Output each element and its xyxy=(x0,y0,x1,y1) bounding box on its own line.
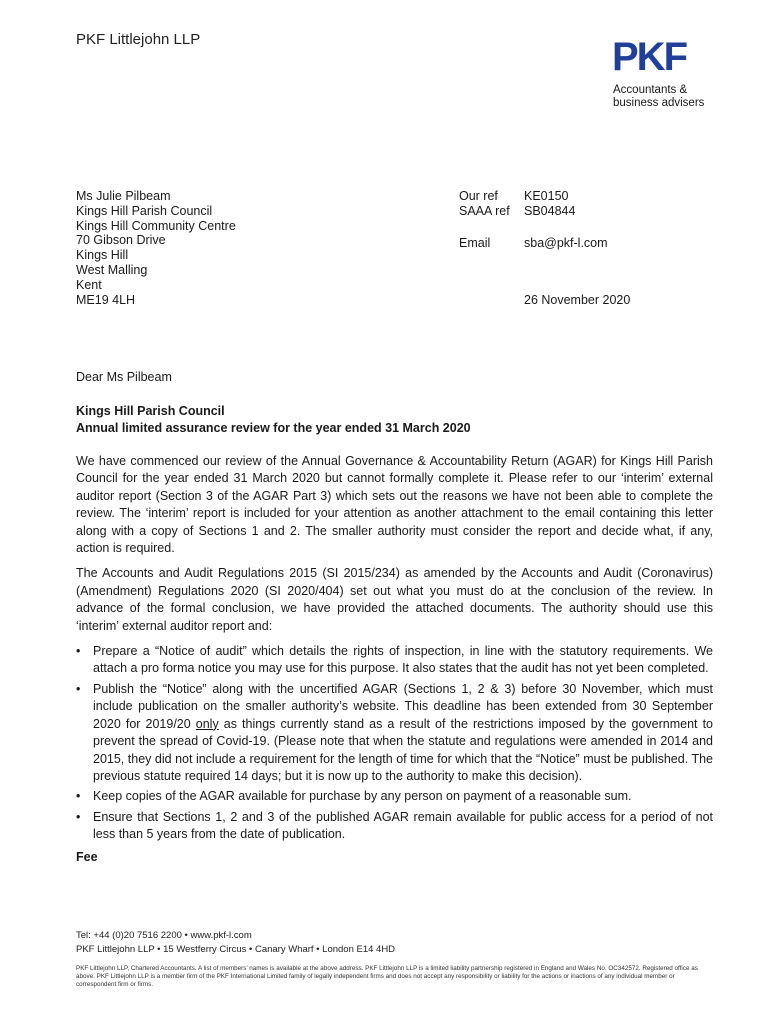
footer-contact xyxy=(76,929,395,957)
address-line: West Malling xyxy=(76,262,148,277)
salutation: Dear Ms Pilbeam xyxy=(76,370,172,384)
saaa-ref-label: SAAA ref xyxy=(459,204,510,218)
bullet-icon: • xyxy=(76,644,81,659)
pkf-logo xyxy=(612,36,696,76)
saaa-ref-value: SB04844 xyxy=(524,204,576,218)
body-paragraph-2: The Accounts and Audit Regulations 2015 (SI 2015/234) as amended by the Accounts and Audit (Coronavirus) (Amendment) Regulations 2020 (SI 2020/404) set out what you must do at the conclusion of the review. In advance of the formal conclusion, we have provided the attached documents. The authority should use this ‘interim’ external auditor report and: xyxy=(76,566,713,633)
address-line: Ms Julie Pilbeam xyxy=(76,189,171,203)
our-ref-label: Our ref xyxy=(459,189,498,203)
list-item-text: as things currently stand as a result of the restrictions imposed by the government to prevent the spread of Covid-19. (Please note that when the statute and regulations were amended in 2014 and 2015, they did not include a requirement for the length of time for which that the “Notice” must be published. The previous statute required 14 days; but it is now up to the authority to make this decision). xyxy=(93,716,713,783)
list-item xyxy=(76,643,713,678)
list-item xyxy=(76,681,713,785)
subject-heading xyxy=(76,403,471,437)
bullet-icon: • xyxy=(76,789,81,804)
email-value[interactable]: sba@pkf-l.com xyxy=(524,236,608,250)
bullet-icon: • xyxy=(76,681,81,696)
letter-date: 26 November 2020 xyxy=(524,293,631,307)
tagline-line-1: Accountants & xyxy=(613,84,688,96)
our-ref-row xyxy=(459,189,608,204)
address-line: Kent xyxy=(76,277,102,292)
list-item xyxy=(76,809,713,844)
firm-name: PKF Littlejohn LLP xyxy=(76,31,201,48)
list-item xyxy=(76,788,713,805)
tagline xyxy=(613,84,704,110)
footer-legal-text: PKF Littlejohn LLP, Chartered Accountants. A list of members’ names is available at the above address. PKF Littlejohn LLP is a limited liability partnership registered in England and Wales No. OC342572. Registered office as above. PKF Littlejohn LLP is a member firm of the PKF International Limited family of legally independent firms and does not accept any responsibility or liability for the actions or inactions of any individual member or correspondent firm or firms. xyxy=(76,965,698,988)
list-item-text: Publish the “Notice” along with the uncertified AGAR (Sections 1, 2 & 3) before 30 November, which must include publication on the smaller authority’s website. This deadline has been extended from 30 September 2020 for 2019/20 xyxy=(93,681,713,731)
our-ref-value: KE0150 xyxy=(524,189,569,203)
list-item-text: Ensure that Sections 1, 2 and 3 of the published AGAR remain available for public access for a period of not less than 5 years from the date of publication. xyxy=(93,809,713,842)
action-list xyxy=(76,643,713,843)
letter-body xyxy=(76,453,713,866)
list-item-text: Prepare a “Notice of audit” which details the rights of inspection, in line with the statutory requirements. We attach a pro forma notice you may use for this purpose. It also states that the audit has not yet been completed. xyxy=(93,644,713,676)
subject-line-1: Kings Hill Parish Council xyxy=(76,404,225,418)
saaa-ref-row xyxy=(459,204,608,219)
recipient-address xyxy=(76,189,236,307)
list-item-text: Keep copies of the AGAR available for purchase by any person on payment of a reasonable sum. xyxy=(93,789,632,804)
fee-heading: Fee xyxy=(76,849,98,864)
bullet-icon: • xyxy=(76,809,81,824)
address-line: Kings Hill Parish Council xyxy=(76,203,213,218)
pkf-logo-text: PKF xyxy=(612,36,686,76)
address-line: 70 Gibson Drive xyxy=(76,233,166,248)
reference-block xyxy=(459,189,608,251)
address-line: Kings Hill Community Centre xyxy=(76,218,236,233)
tagline-line-2: business advisers xyxy=(613,97,705,109)
footer-address-line: PKF Littlejohn LLP • 15 Westferry Circus • Canary Wharf • London E14 4HD xyxy=(76,944,396,955)
subject-line-2: Annual limited assurance review for the year ended 31 March 2020 xyxy=(76,421,471,435)
underlined-only: only xyxy=(195,716,219,731)
address-line: ME19 4LH xyxy=(76,292,136,307)
email-row xyxy=(459,236,608,251)
address-line: Kings Hill xyxy=(76,248,129,263)
footer-contact-line: Tel: +44 (0)20 7516 2200 • www.pkf-l.com xyxy=(76,930,252,941)
email-label: Email xyxy=(459,236,491,250)
body-paragraph-1: We have commenced our review of the Annual Governance & Accountability Return (AGAR) for Kings Hill Parish Council for the year ended 31 March 2020 but cannot formally complete it. Please refer to our ‘interim’ external auditor report (Section 3 of the AGAR Part 3) which sets out the reasons we have not been able to complete the review. The ‘interim’ report is included for your attention as another attachment to the email containing this letter along with a copy of Sections 1 and 2. The smaller authority must consider the report and decide what, if any, action is required. xyxy=(76,454,713,556)
